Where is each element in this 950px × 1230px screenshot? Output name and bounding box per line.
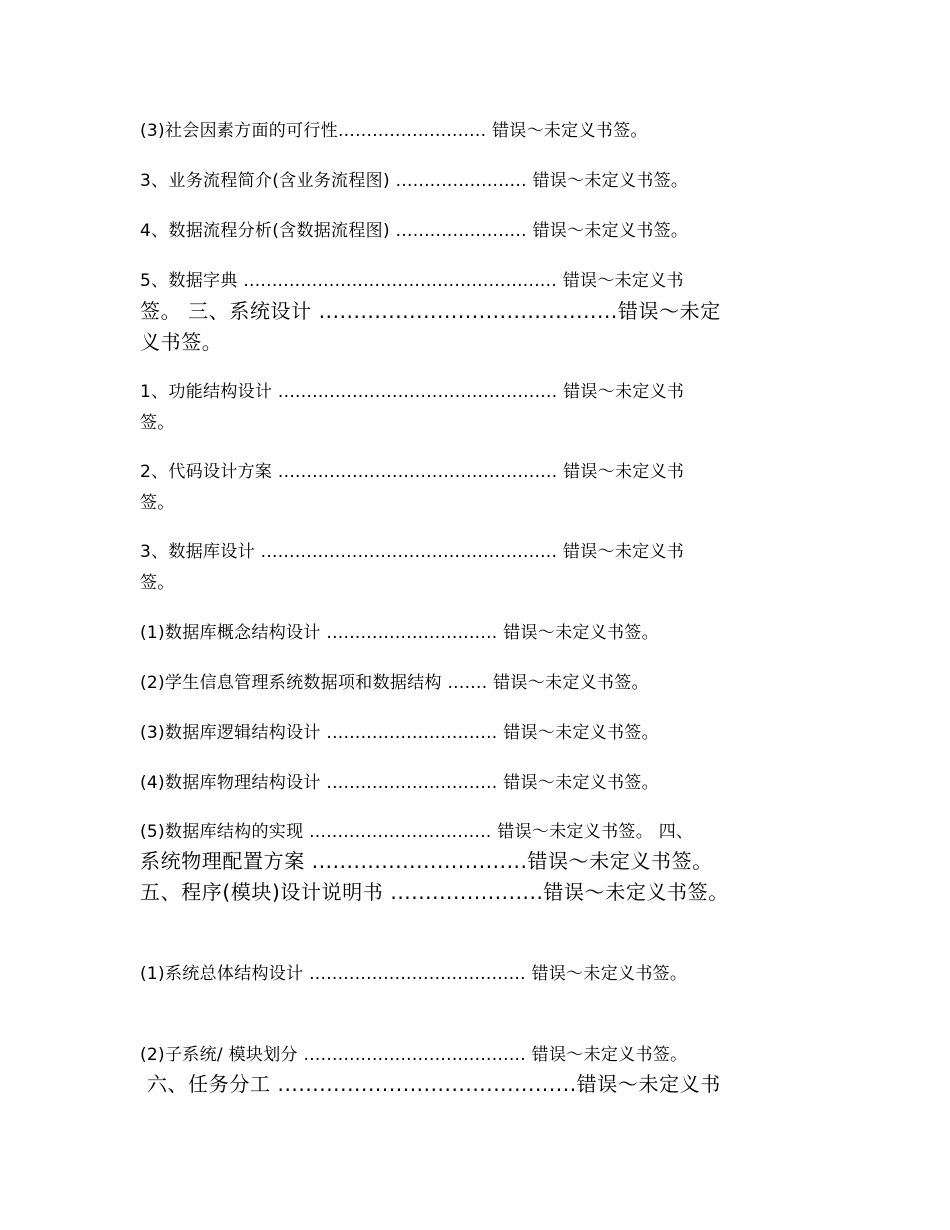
toc-line-system-design-cont: 义书签。 (140, 330, 223, 354)
toc-line-structure-implementation: (5)数据库结构的实现 ................................ 错误～未定义书签。 四、 (140, 822, 694, 842)
toc-line-program-design: 五、程序(模块)设计说明书 ......................错误～未定义书签。 (140, 880, 729, 904)
toc-line-function-structure-cont: 签。 (140, 413, 175, 433)
toc-line-overall-structure: (1)系统总体结构设计 ...................................... 错误～未定义书签。 (140, 964, 688, 984)
toc-line-social-feasibility: (3)社会因素方面的可行性.......................... 错误～未定义书签。 (140, 121, 648, 141)
toc-line-system-design: 签。 三、系统设计 ...........................................错误～未定 (140, 299, 721, 323)
toc-line-logical-structure: (3)数据库逻辑结构设计 .............................. 错误～未定义书签。 (140, 723, 659, 743)
toc-line-data-dictionary: 5、数据字典 ....................................................... 错误～未定义书 (140, 271, 684, 291)
toc-line-physical-structure: (4)数据库物理结构设计 .............................. 错误～未定义书签。 (140, 773, 659, 793)
toc-line-function-structure: 1、功能结构设计 ................................................. 错误～未定义书 (140, 382, 685, 402)
toc-line-database-design-cont: 签。 (140, 573, 175, 593)
toc-line-code-design-cont: 签。 (140, 493, 175, 513)
toc-line-code-design: 2、代码设计方案 ................................................. 错误～未定义书 (140, 462, 685, 482)
toc-line-task-division: 六、任务分工 ...........................................错误～未定义书 (140, 1072, 721, 1096)
toc-line-subsystem-division: (2)子系统/ 模块划分 ....................................... 错误～未定义书签。 (140, 1045, 688, 1065)
toc-line-data-flow: 4、数据流程分析(含数据流程图) ....................... 错误～未定义书签。 (140, 221, 689, 241)
toc-line-database-design: 3、数据库设计 .................................................... 错误～未定义书 (140, 542, 685, 562)
toc-line-business-process: 3、业务流程简介(含业务流程图) ....................... 错误～未定义书签。 (140, 171, 689, 191)
toc-line-data-items: (2)学生信息管理系统数据项和数据结构 ....... 错误～未定义书签。 (140, 673, 649, 693)
toc-line-physical-config: 系统物理配置方案 ...............................错误～未定义书签。 (140, 849, 713, 873)
toc-line-conceptual-structure: (1)数据库概念结构设计 .............................. 错误～未定义书签。 (140, 623, 659, 643)
